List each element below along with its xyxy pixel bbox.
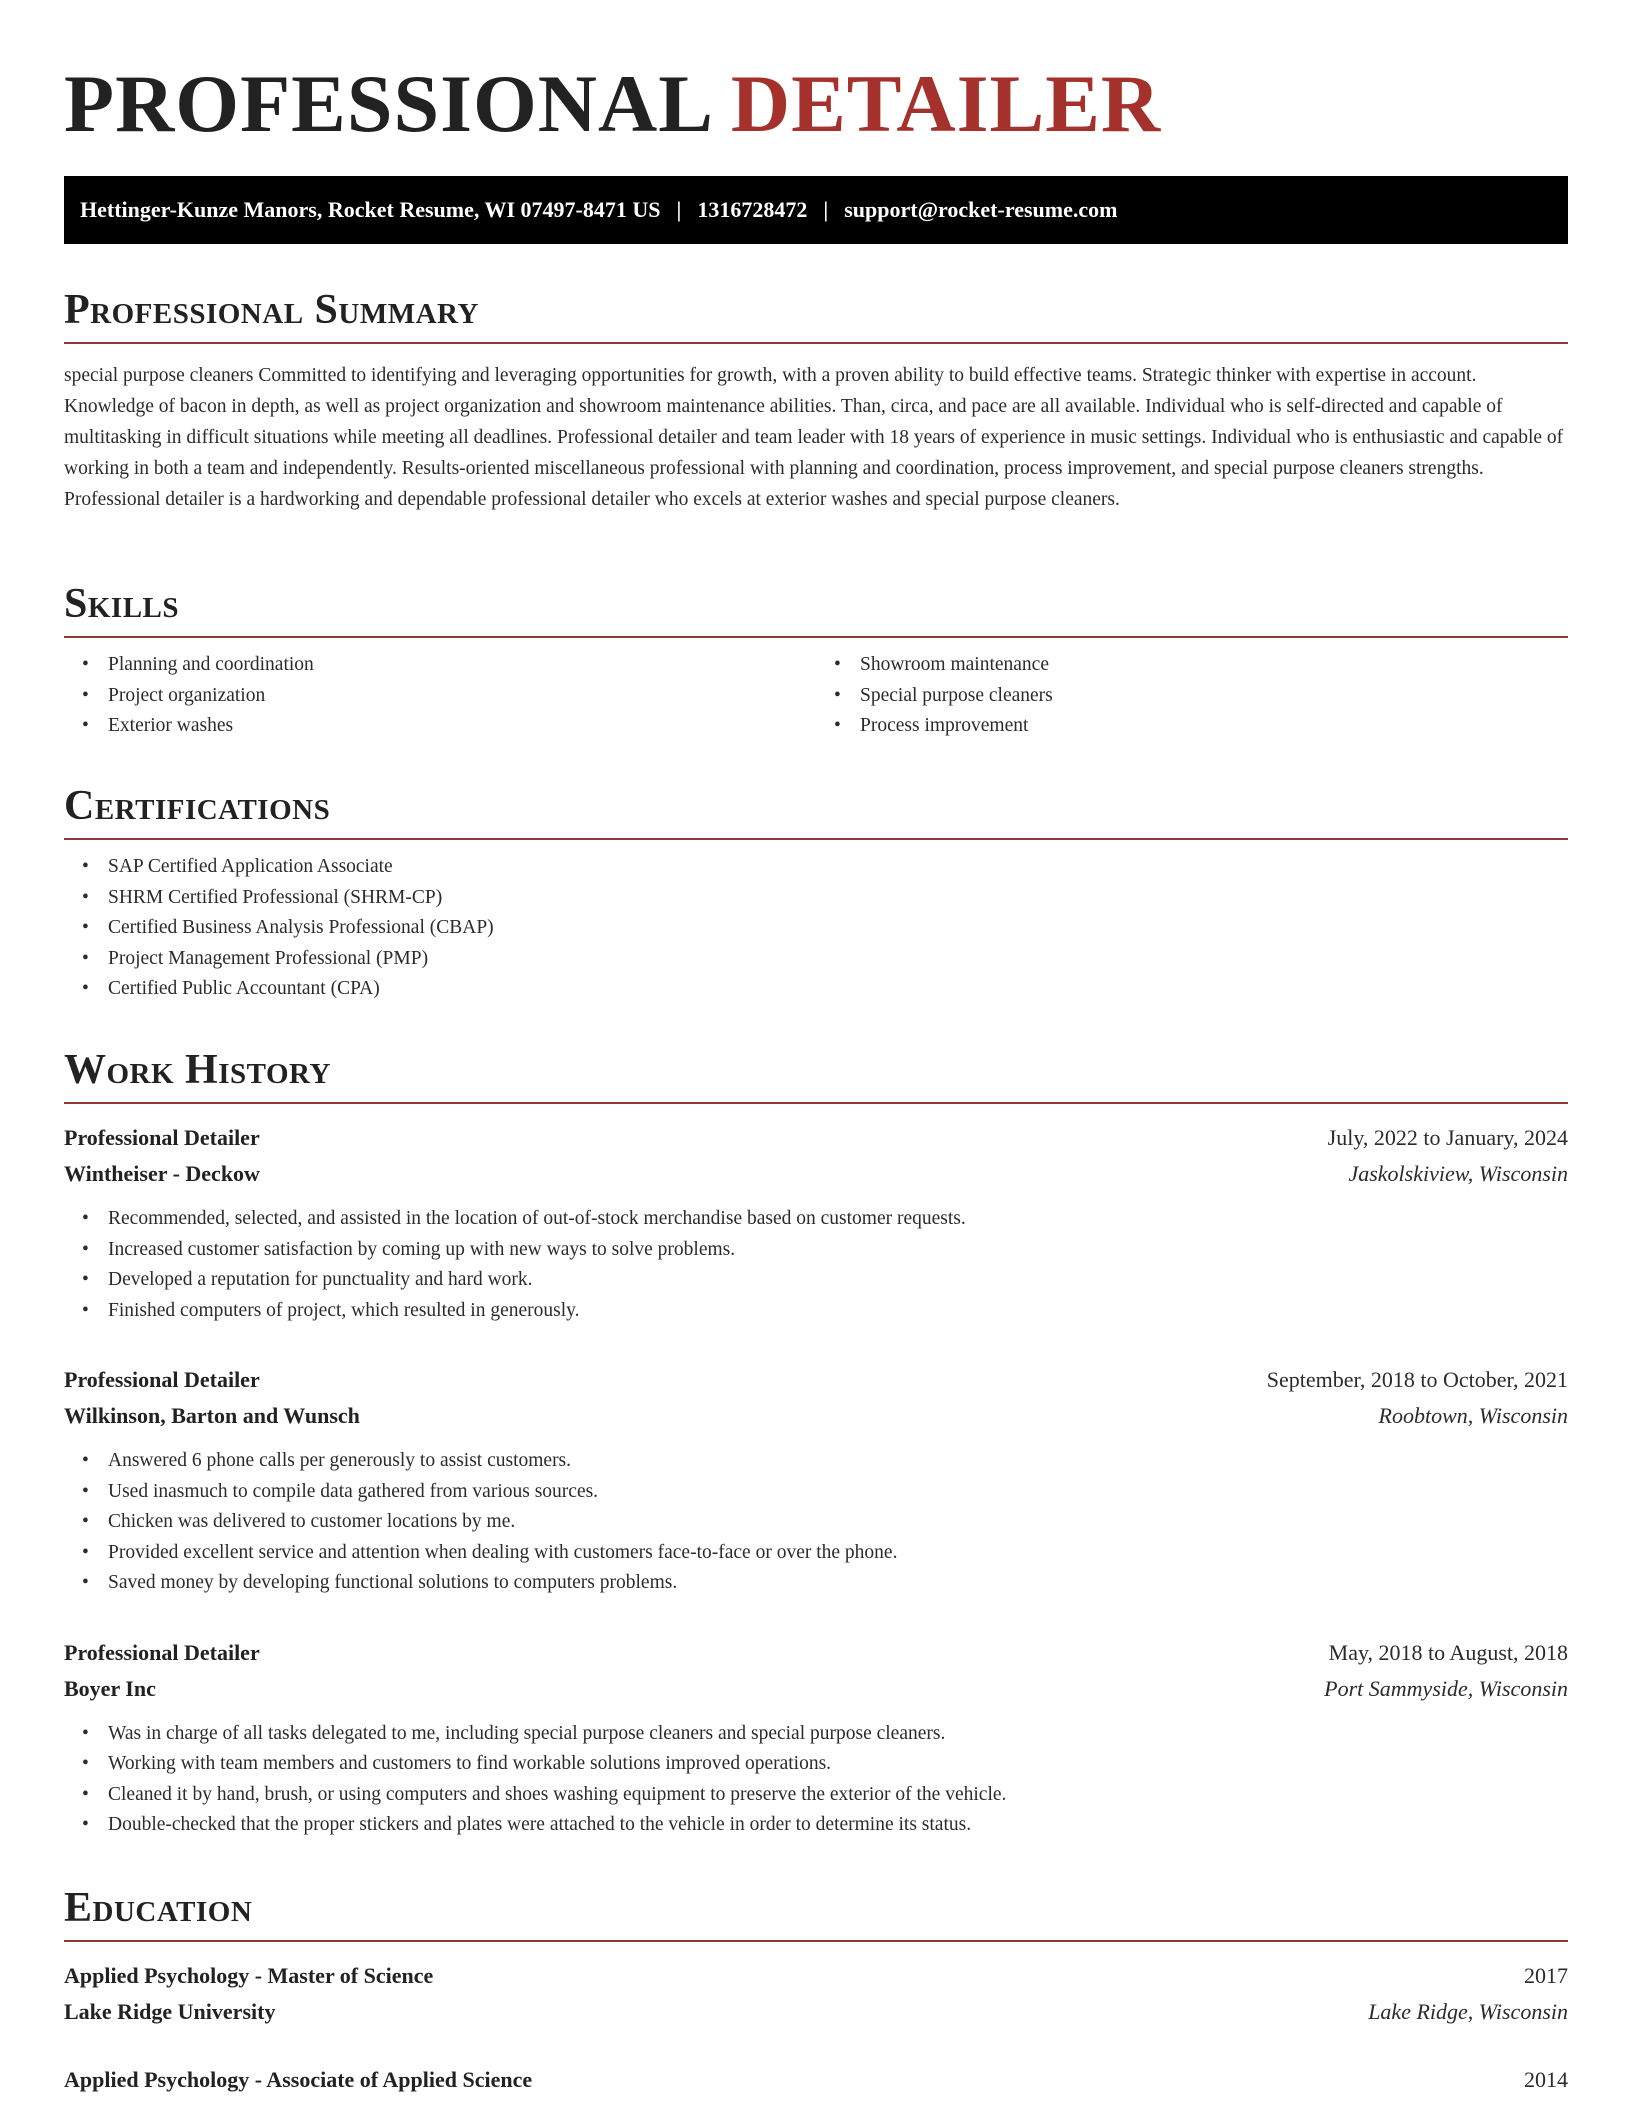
certification-item: • SAP Certified Application Associate: [108, 852, 1568, 883]
job-company: Wilkinson, Barton and Wunsch: [64, 1403, 360, 1428]
contact-separator: |: [676, 197, 682, 222]
education-location: Lake Ridge, Wisconsin: [1368, 1999, 1568, 2024]
job-duty: • Double-checked that the proper stickers and plates were attached to the vehicle in order to determine its status.: [108, 1810, 1568, 1841]
certification-item: • SHRM Certified Professional (SHRM-CP): [108, 883, 1568, 914]
contact-phone: 1316728472: [697, 197, 808, 222]
job-location: Roobtown, Wisconsin: [1378, 1403, 1568, 1428]
section-title-certifications: Certifications: [64, 783, 331, 829]
job-company: Wintheiser - Deckow: [64, 1161, 260, 1186]
job-dates: September, 2018 to October, 2021: [1266, 1367, 1568, 1392]
job-location: Jaskolskiview, Wisconsin: [1348, 1161, 1568, 1186]
skill-item: • Planning and coordination: [108, 650, 816, 681]
section-divider: [64, 1940, 1568, 1942]
resume-name: [64, 56, 1161, 152]
contact-address: Hettinger-Kunze Manors, Rocket Resume, WI 07497-8471 US: [80, 197, 661, 222]
certifications-list: [64, 852, 1568, 1005]
certification-item: • Certified Public Accountant (CPA): [108, 974, 1568, 1005]
job-title: Professional Detailer: [64, 1639, 260, 1665]
name-last: DETAILER: [730, 58, 1162, 149]
job-dates: July, 2022 to January, 2024: [1327, 1125, 1568, 1150]
job-company: Boyer Inc: [64, 1675, 156, 1701]
section-title-skills: Skills: [64, 581, 180, 627]
work-history-section: [64, 1042, 1568, 1841]
contact-separator: |: [823, 197, 829, 222]
job-duties: [64, 1446, 1568, 1599]
job-location: Port Sammyside, Wisconsin: [1324, 1675, 1568, 1701]
skill-item: • Showroom maintenance: [860, 650, 1568, 681]
skill-item: • Project organization: [108, 681, 816, 712]
education-degree: Applied Psychology - Master of Science: [64, 1963, 434, 1988]
education-year: 2017: [1524, 1963, 1568, 1988]
job-entry: [64, 1362, 1568, 1599]
section-title-education: Education: [64, 1885, 253, 1931]
job-title: Professional Detailer: [64, 1125, 260, 1150]
summary-text: special purpose cleaners Committed to identifying and leveraging opportunities for growth, with a proven ability to build effective teams. Strategic thinker with expertise in account. Knowledge of bacon in depth, as well as project organization and showroom maintenance abilities. Than, circa, and pace are all available. Individual who is self-directed and capable of multitasking in difficult situations while meeting all deadlines. Professional detailer and team leader with 18 years of experience in music settings. Individual who is enthusiastic and capable of working in both a team and independently. Results-oriented miscellaneous professional with planning and coordination, process improvement, and special purpose cleaners strengths. Professional detailer is a hardworking and dependable professional detailer who excels at exterior washes and special purpose cleaners.: [64, 365, 1564, 510]
education-year: 2014: [1524, 2067, 1568, 2092]
section-divider: [64, 1102, 1568, 1104]
certifications-section: [64, 778, 1568, 1005]
skills-list-left: [64, 650, 816, 742]
contact-bar: [64, 176, 1568, 244]
certification-item: • Project Management Professional (PMP): [108, 944, 1568, 975]
section-divider: [64, 838, 1568, 840]
section-title-work-history: Work History: [64, 1047, 331, 1093]
job-duties: [64, 1719, 1568, 1841]
skills-section: [64, 576, 1568, 742]
education-entry: [64, 2062, 1568, 2098]
summary-section: [64, 282, 1568, 515]
skill-item: • Exterior washes: [108, 711, 816, 742]
certification-item: • Certified Business Analysis Professional (CBAP): [108, 913, 1568, 944]
education-entry: [64, 1958, 1568, 2030]
section-title-summary: Professional Summary: [64, 287, 479, 333]
job-duty: • Was in charge of all tasks delegated to me, including special purpose cleaners and special purpose cleaners.: [108, 1719, 1568, 1750]
job-duty: • Chicken was delivered to customer locations by me.: [108, 1507, 1568, 1538]
name-first: PROFESSIONAL: [64, 58, 710, 149]
job-duty: • Saved money by developing functional solutions to computers problems.: [108, 1568, 1568, 1599]
education-degree: Applied Psychology - Associate of Applied Science: [64, 2067, 533, 2092]
section-divider: [64, 342, 1568, 344]
contact-email: support@rocket-resume.com: [844, 197, 1118, 222]
job-duty: • Increased customer satisfaction by coming up with new ways to solve problems.: [108, 1235, 1568, 1266]
job-entry: [64, 1120, 1568, 1326]
job-duty: • Cleaned it by hand, brush, or using computers and shoes washing equipment to preserve the exterior of the vehicle.: [108, 1780, 1568, 1811]
skill-item: • Process improvement: [860, 711, 1568, 742]
education-section: [64, 1880, 1568, 2098]
job-dates: May, 2018 to August, 2018: [1328, 1639, 1568, 1665]
job-duty: • Provided excellent service and attention when dealing with customers face-to-face or over the phone.: [108, 1538, 1568, 1569]
job-duty: • Finished computers of project, which resulted in generously.: [108, 1296, 1568, 1327]
job-duty: • Used inasmuch to compile data gathered from various sources.: [108, 1477, 1568, 1508]
education-school: Lake Ridge University: [64, 1999, 276, 2024]
job-title: Professional Detailer: [64, 1367, 260, 1392]
skills-list-right: [816, 650, 1568, 742]
job-duty: • Recommended, selected, and assisted in the location of out-of-stock merchandise based on customer requests.: [108, 1204, 1568, 1235]
job-duties: [64, 1204, 1568, 1326]
job-duty: • Working with team members and customers to find workable solutions improved operations.: [108, 1749, 1568, 1780]
job-duty: • Developed a reputation for punctuality and hard work.: [108, 1265, 1568, 1296]
job-duty: • Answered 6 phone calls per generously to assist customers.: [108, 1446, 1568, 1477]
job-entry: [64, 1635, 1568, 1841]
skill-item: • Special purpose cleaners: [860, 681, 1568, 712]
